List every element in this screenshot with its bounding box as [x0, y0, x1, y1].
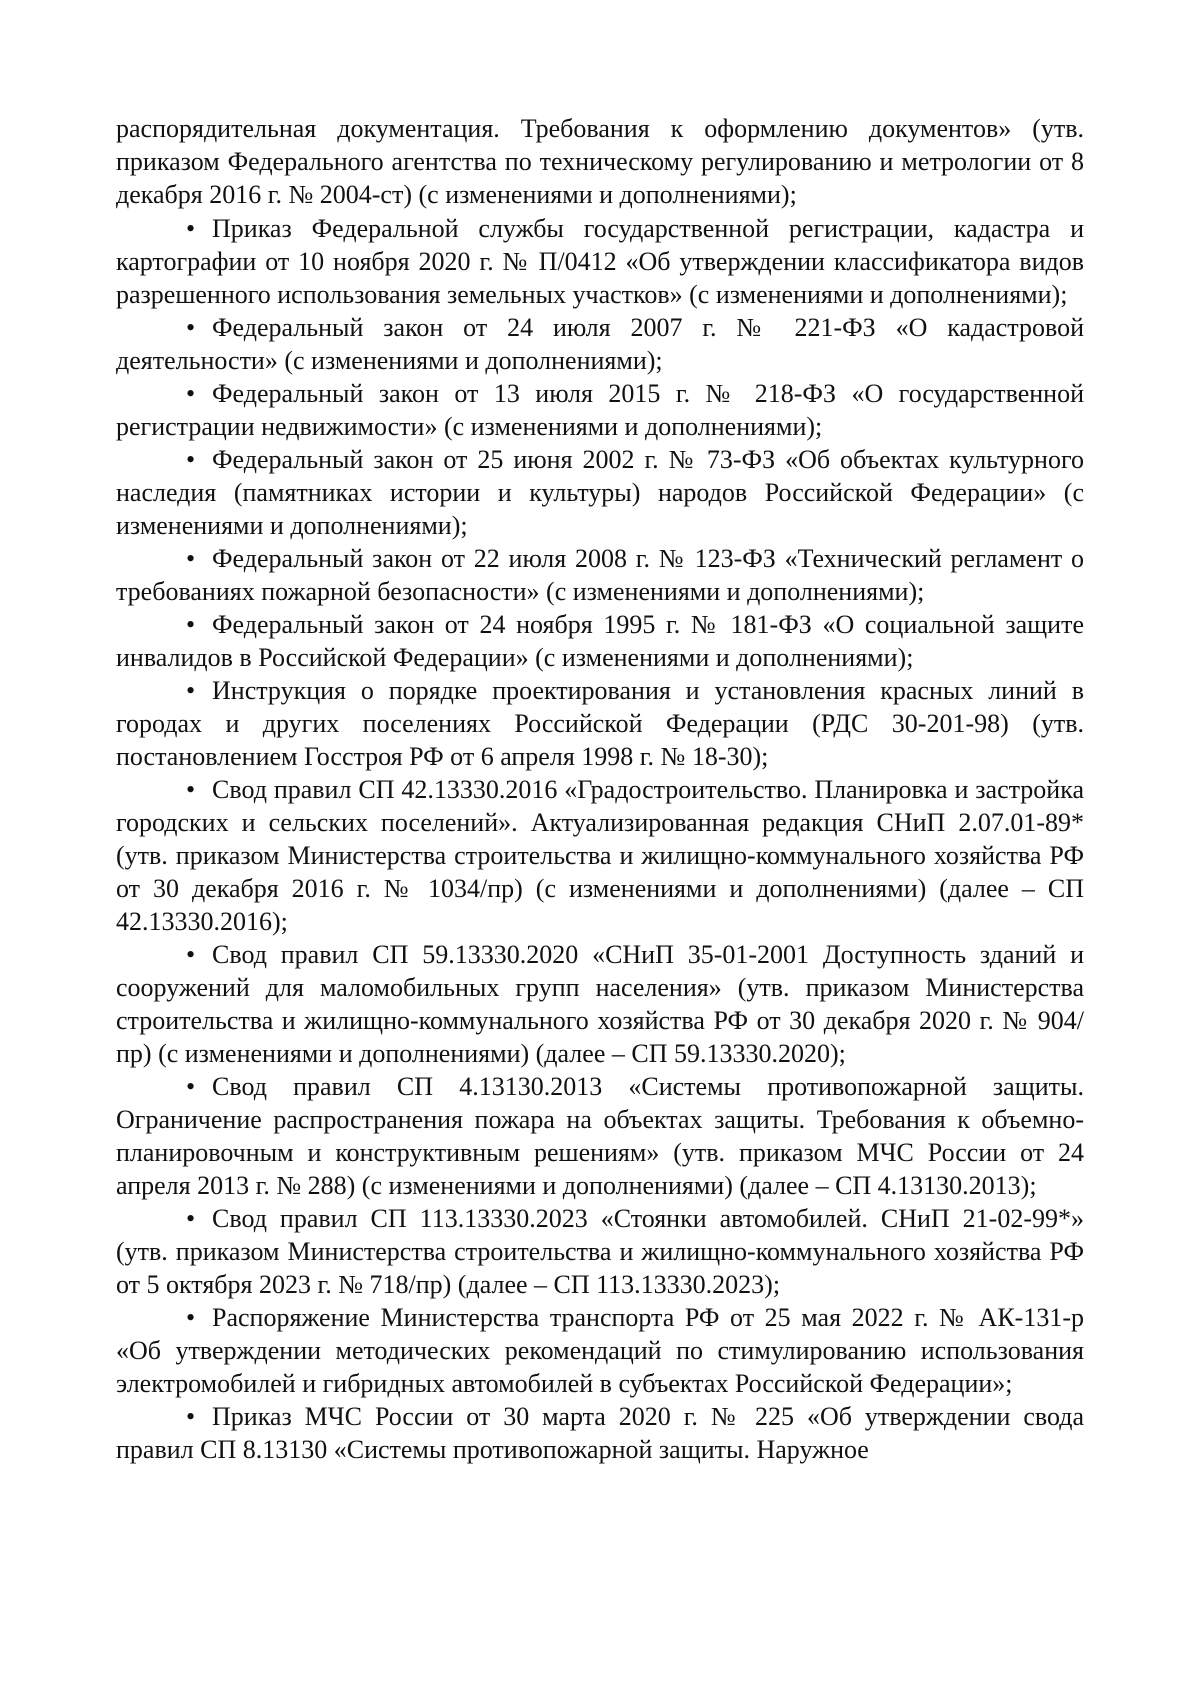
list-item: [116, 212, 1084, 311]
list-item: [116, 1202, 1084, 1301]
list-item: [116, 443, 1084, 542]
list-item-text: Свод правил СП 59.13330.2020 «СНиП 35-01-2001 Доступность зданий и сооружений для маломобильных групп населения» (утв. приказом Министерства строительства и жилищно-коммунального хозяйства РФ от 30 декабря 2020 г. № 904/пр) (с изменениями и дополнениями) (далее – СП 59.13330.2020);: [116, 940, 1084, 1068]
list-item: [116, 542, 1084, 608]
bullet-icon: •: [186, 1402, 196, 1431]
bullet-icon: •: [186, 1204, 196, 1233]
list-item: [116, 608, 1084, 674]
bullet-icon: •: [186, 1303, 196, 1332]
lead-paragraph: распорядительная документация. Требования к оформлению документов» (утв. приказом Федерального агентства по техническому регулированию и метрологии от 8 декабря 2016 г. № 2004-ст) (с изменениями и дополнениями);: [116, 114, 1084, 209]
list-item: [116, 773, 1084, 938]
list-item-text: Инструкция о порядке проектирования и установления красных линий в городах и других поселениях Российской Федерации (РДС 30-201-98) (утв. постановлением Госстроя РФ от 6 апреля 1998 г. № 18-30);: [116, 676, 1084, 771]
list-item-text: Свод правил СП 4.13130.2013 «Системы противопожарной защиты. Ограничение распространения пожара на объектах защиты. Требования к объемно-планировочным и конструктивным решениям» (утв. приказом МЧС России от 24 апреля 2013 г. № 288) (с изменениями и дополнениями) (далее – СП 4.13130.2013);: [116, 1072, 1084, 1200]
list-item: [116, 938, 1084, 1070]
bullet-icon: •: [186, 313, 196, 342]
list-item: [116, 674, 1084, 773]
list-item-text: Федеральный закон от 25 июня 2002 г. № 73-ФЗ «Об объектах культурного наследия (памятниках истории и культуры) народов Российской Федерации» (с изменениями и дополнениями);: [116, 445, 1084, 540]
bullet-icon: •: [186, 1072, 196, 1101]
bullet-icon: •: [186, 379, 196, 408]
list-item-text: Федеральный закон от 13 июля 2015 г. № 218-ФЗ «О государственной регистрации недвижимости» (с изменениями и дополнениями);: [116, 379, 1084, 441]
regulations-list: [116, 212, 1084, 1466]
bullet-icon: •: [186, 214, 196, 243]
list-item-text: Приказ МЧС России от 30 марта 2020 г. № 225 «Об утверждении свода правил СП 8.13130 «Системы противопожарной защиты. Наружное: [116, 1402, 1084, 1464]
list-item-text: Федеральный закон от 22 июля 2008 г. № 123-ФЗ «Технический регламент о требованиях пожарной безопасности» (с изменениями и дополнениями);: [116, 544, 1084, 606]
list-item: [116, 311, 1084, 377]
bullet-icon: •: [186, 610, 196, 639]
list-item-text: Приказ Федеральной службы государственной регистрации, кадастра и картографии от 10 ноября 2020 г. № П/0412 «Об утверждении классификатора видов разрешенного использования земельных участков» (с изменениями и дополнениями);: [116, 214, 1084, 309]
bullet-icon: •: [186, 544, 196, 573]
bullet-icon: •: [186, 445, 196, 474]
list-item: [116, 1070, 1084, 1202]
list-item: [116, 1301, 1084, 1400]
list-item-text: Свод правил СП 113.13330.2023 «Стоянки автомобилей. СНиП 21-02-99*» (утв. приказом Министерства строительства и жилищно-коммунального хозяйства РФ от 5 октября 2023 г. № 718/пр) (далее – СП 113.13330.2023);: [116, 1204, 1084, 1299]
list-item-text: Свод правил СП 42.13330.2016 «Градостроительство. Планировка и застройка городских и сельских поселений». Актуализированная редакция СНиП 2.07.01-89* (утв. приказом Министерства строительства и жилищно-коммунального хозяйства РФ от 30 декабря 2016 г. № 1034/пр) (с изменениями и дополнениями) (далее – СП 42.13330.2016);: [116, 775, 1084, 936]
document-page: [116, 112, 1084, 1466]
list-item-text: Распоряжение Министерства транспорта РФ от 25 мая 2022 г. № АК-131-р «Об утверждении методических рекомендаций по стимулированию использования электромобилей и гибридных автомобилей в субъектах Российской Федерации»;: [116, 1303, 1084, 1398]
bullet-icon: •: [186, 775, 196, 804]
bullet-icon: •: [186, 676, 196, 705]
list-item-text: Федеральный закон от 24 ноября 1995 г. № 181-ФЗ «О социальной защите инвалидов в Российской Федерации» (с изменениями и дополнениями);: [116, 610, 1084, 672]
list-item-text: Федеральный закон от 24 июля 2007 г. № 221-ФЗ «О кадастровой деятельности» (с изменениями и дополнениями);: [116, 313, 1084, 375]
list-item: [116, 377, 1084, 443]
list-item: [116, 1400, 1084, 1466]
bullet-icon: •: [186, 940, 196, 969]
